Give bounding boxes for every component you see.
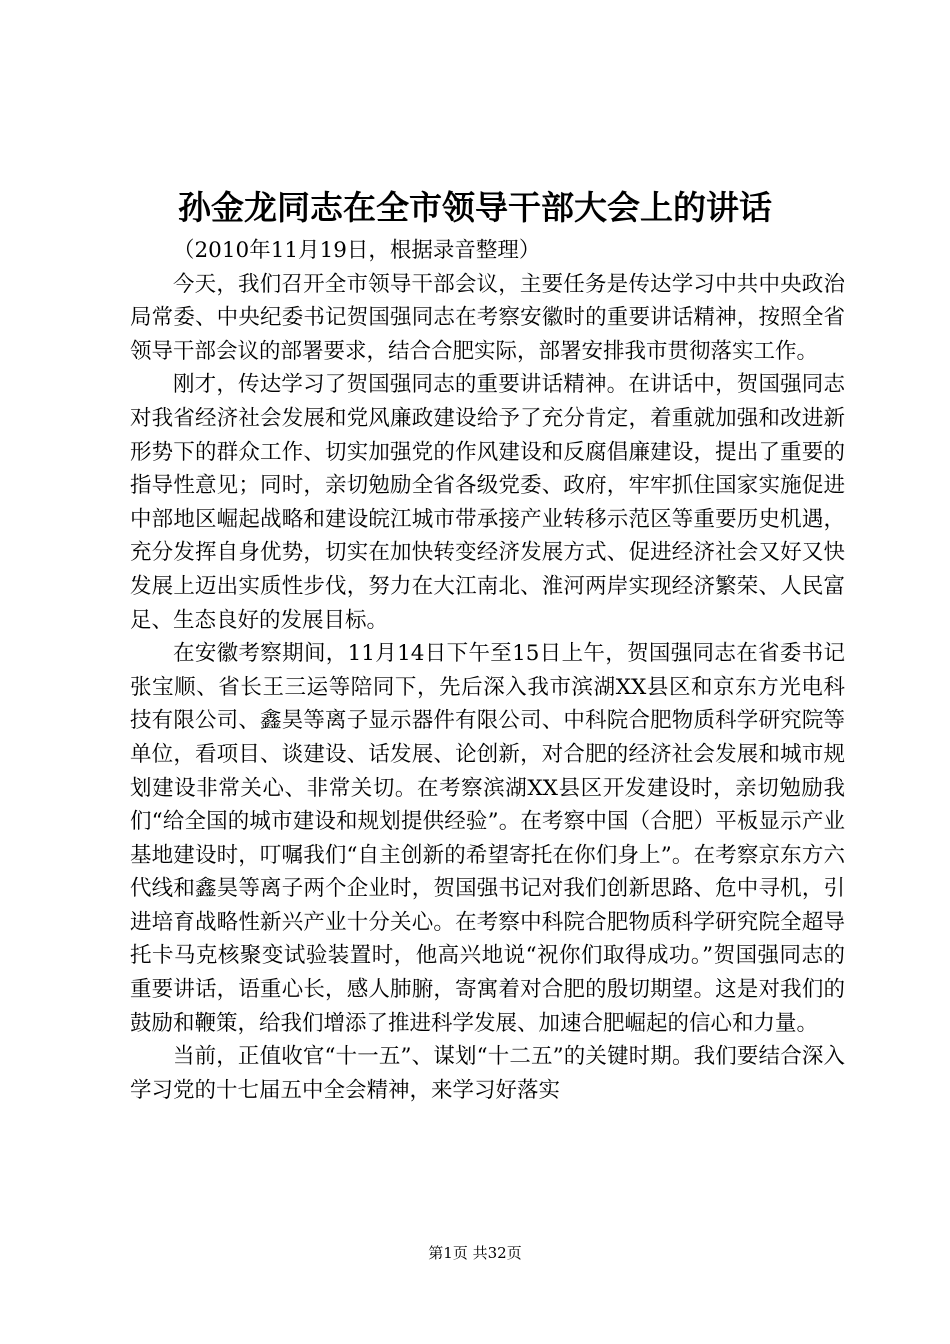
document-title: 孙金龙同志在全市领导干部大会上的讲话 xyxy=(178,188,772,227)
page-number-footer: 第1页 共32页 xyxy=(428,1244,522,1262)
body-paragraph: 在安徽考察期间，11月14日下午至15日上午，贺国强同志在省委书记张宝顺、省长王三运等陪同下，先后深入我市滨湖XX县区和京东方光电科技有限公司、鑫昊等离子显示器件有限公司、中科院合肥物质科学研究院等单位，看项目、谈建设、话发展、论创新，对合肥的经济社会发展和城市规划建设非常关心、非常关切。在考察滨湖XX县区开发建设时，亲切勉励我们“给全国的城市建设和规划提供经验”。在考察中国（合肥）平板显示产业基地建设时，叮嘱我们“自主创新的希望寄托在你们身上”。在考察京东方六代线和鑫昊等离子两个企业时，贺国强书记对我们创新思路、危中寻机，引进培育战略性新兴产业十分关心。在考察中科院合肥物质科学研究院全超导托卡马克核聚变试验装置时，他高兴地说“祝你们取得成功。”贺国强同志的重要讲话，语重心长，感人肺腑，寄寓着对合肥的殷切期望。这是对我们的鼓励和鞭策，给我们增添了推进科学发展、加速合肥崛起的信心和力量。 xyxy=(130,641,845,1036)
body-paragraph: 刚才，传达学习了贺国强同志的重要讲话精神。在讲话中，贺国强同志对我省经济社会发展和党风廉政建设给予了充分肯定，着重就加强和改进新形势下的群众工作、切实加强党的作风建设和反腐倡廉建设，提出了重要的指导性意见；同时，亲切勉励全省各级党委、政府，牢牢抓住国家实施促进中部地区崛起战略和建设皖江城市带承接产业转移示范区等重要历史机遇，充分发挥自身优势，切实在加快转变经济发展方式、促进经济社会又好又快发展上迈出实质性步伐，努力在大江南北、淮河两岸实现经济繁荣、人民富足、生态良好的发展目标。 xyxy=(130,372,845,633)
document-body xyxy=(130,234,845,1107)
body-paragraph: 当前，正值收官“十一五”、谋划“十二五”的关键时期。我们要结合深入学习党的十七届五中全会精神，来学习好落实 xyxy=(130,1044,845,1103)
body-paragraph: 今天，我们召开全市领导干部会议，主要任务是传达学习中共中央政治局常委、中央纪委书记贺国强同志在考察安徽时的重要讲话精神，按照全省领导干部会议的部署要求，结合合肥实际，部署安排我市贯彻落实工作。 xyxy=(130,271,845,364)
subtitle-paragraph: （2010年11月19日，根据录音整理） xyxy=(173,238,541,263)
